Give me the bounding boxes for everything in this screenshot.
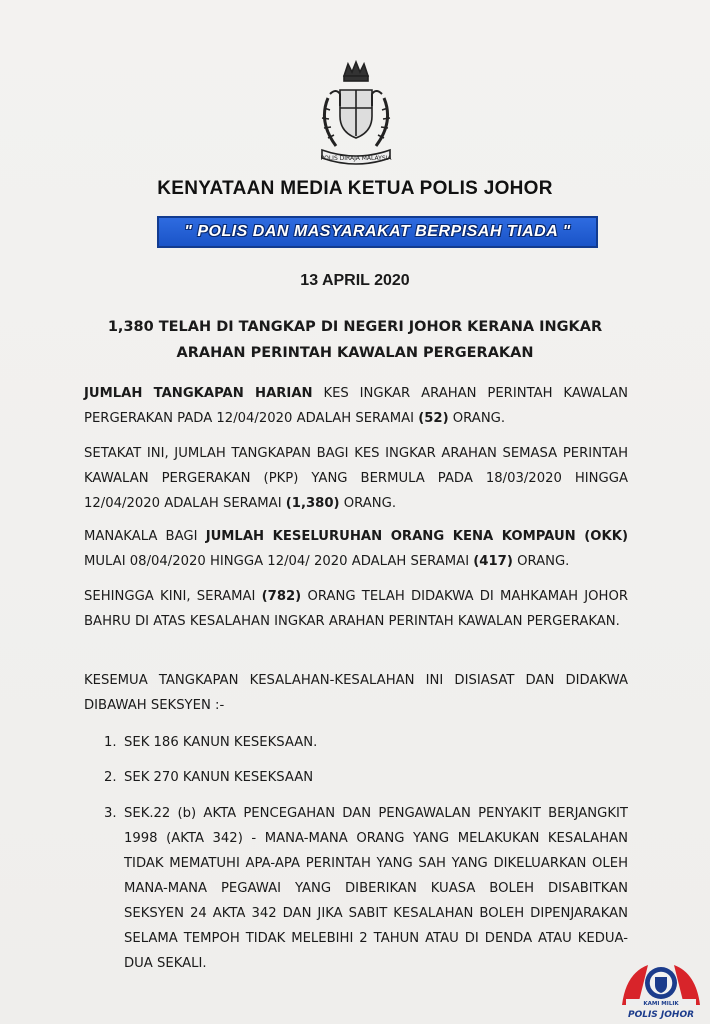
svg-text:POLIS JOHOR: POLIS JOHOR: [627, 1010, 695, 1020]
p1-text-2: ORANG.: [448, 411, 506, 426]
list-text: SEK 186 KANUN KESEKSAAN.: [124, 735, 318, 750]
pdrm-crest-icon: [300, 58, 412, 170]
paragraph-total-arrests: [84, 441, 628, 516]
paragraph-sections: KESEMUA TANGKAPAN KESALAHAN-KESALAHAN INI DISIASAT DAN DIDAKWA DIBAWAH SEKSYEN :-: [84, 673, 628, 713]
headline-line-1: 1,380 TELAH DI TANGKAP DI NEGERI JOHOR KERANA INGKAR: [107, 319, 603, 335]
headline: [60, 314, 650, 366]
headline-line-2: ARAHAN PERINTAH KAWALAN PERGERAKAN: [176, 345, 534, 361]
p3-text-1: MANAKALA BAGI: [84, 529, 206, 544]
p1-bold-2: (52): [418, 411, 449, 426]
page-title: KENYATAAN MEDIA KETUA POLIS JOHOR: [157, 178, 553, 199]
statement-date: 13 APRIL 2020: [300, 272, 410, 289]
motto-banner: [157, 216, 598, 248]
p2-text-2: ORANG.: [339, 496, 397, 511]
p4-text-2: ORANG TELAH DIDAKWA DI MAHKAMAH JOHOR BAHRU DI ATAS KESALAHAN INGKAR ARAHAN PERINTAH KAWALAN PERGERAKAN.: [84, 589, 628, 629]
p3-bold-2: (417): [473, 554, 513, 569]
svg-text:KAMI MILIK: KAMI MILIK: [643, 1001, 679, 1007]
list-text: SEK.22 (b) AKTA PENCEGAHAN DAN PENGAWALAN PENYAKIT BERJANGKIT 1998 (AKTA 342) - MANA-MANA ORANG YANG MELAKUKAN KESALAHAN TIDAK MEMATUHI APA-APA PERINTAH YANG SAH YANG DIKELUARKAN OLEH MANA-MANA PEGAWAI YANG DIBERIKAN KUASA BOLEH DISABITKAN SEKSYEN 24 AKTA 342 DAN JIKA SABIT KESALAHAN BOLEH DIPENJARAKAN SELAMA TEMPOH TIDAK MELEBIHI 2 TAHUN ATAU DI DENDA ATAU KEDUA-DUA SEKALI.: [124, 806, 628, 971]
list-number: 2.: [104, 770, 117, 785]
p3-bold-1: JUMLAH KESELURUHAN ORANG KENA KOMPAUN (OKK): [205, 529, 628, 544]
p2-text-1: SETAKAT INI, JUMLAH TANGKAPAN BAGI KES INGKAR ARAHAN SEMASA PERINTAH KAWALAN PERGERAKAN (PKP) YANG BERMULA PADA 18/03/2020 HINGGA 12/04/2020 ADALAH SERAMAI: [84, 446, 628, 511]
p2-bold-1: (1,380): [285, 496, 340, 511]
paragraph-daily-arrests: [84, 381, 628, 431]
p3-text-2: MULAI 08/04/2020 HINGGA 12/04/ 2020 ADALAH SERAMAI: [84, 554, 474, 569]
polis-johor-logo-icon: [618, 955, 704, 1021]
p1-text-1: KES INGKAR ARAHAN PERINTAH KAWALAN PERGERAKAN PADA 12/04/2020 ADALAH SERAMAI: [84, 386, 628, 426]
p1-bold-1: JUMLAH TANGKAPAN HARIAN: [84, 386, 313, 401]
paragraph-compound: [84, 524, 628, 574]
list-number: 3.: [104, 806, 117, 821]
p4-bold-1: (782): [261, 589, 302, 604]
paragraph-charged: [84, 584, 628, 634]
p3-text-3: ORANG.: [512, 554, 570, 569]
list-number: 1.: [104, 735, 117, 750]
svg-text:POLIS DIRAJA MALAYSIA: POLIS DIRAJA MALAYSIA: [320, 155, 392, 162]
list-text: SEK 270 KANUN KESEKSAAN: [124, 770, 314, 785]
p4-text-1: SEHINGGA KINI, SERAMAI: [84, 589, 262, 604]
motto-text: " POLIS DAN MASYARAKAT BERPISAH TIADA ": [184, 223, 571, 240]
